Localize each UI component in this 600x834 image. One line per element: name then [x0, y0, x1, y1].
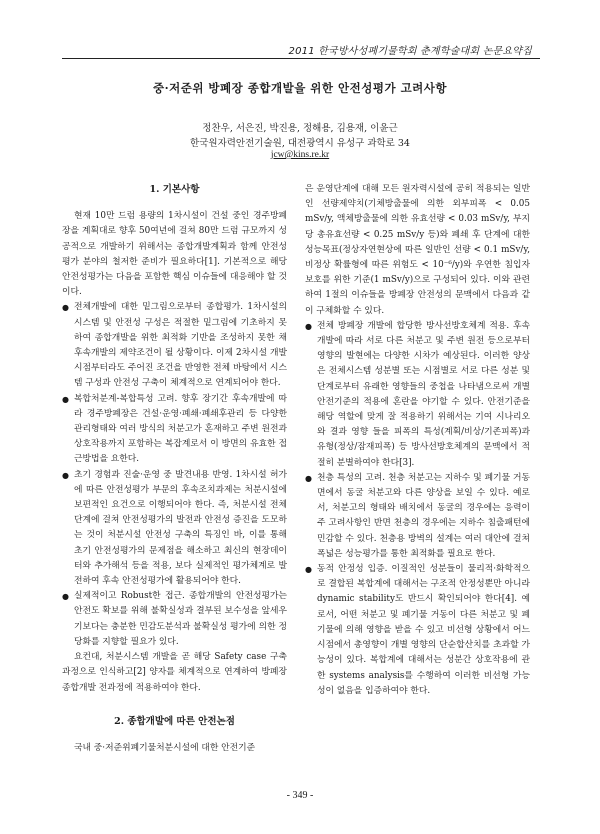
list-item-text: 복합처분계-복합특성 고려. 향후 장기간 후속개발에 따라 경주방폐장은 건설·운영·폐쇄·폐쇄후관리 등 다양한 관리형태와 여러 방식의 처분고가 혼재하고 주변 원전과 상호작용까지 포함하는 복잡계로서 이 방면의 유효한 접근방법을 요한다. [74, 393, 287, 465]
section-heading-2: 2. 종합개발에 따른 안전논점 [114, 715, 235, 727]
list-item-text: 천층 특성의 고려. 천층 처분고는 지하수 및 폐기물 거동 면에서 동굴 처분고와 다른 양상을 보일 수 있다. 예로서, 처분고의 형태와 배치에서 동굴의 경우에는 응력이 주 고려사항인 반면 천층의 경우에는 지하수 침출패턴에 민감할 수 있다. 천층용 방벽의 설계는 여러 대안에 걸쳐 폭넓은 성능평가를 통한 최적화를 필요로 한다. [317, 472, 530, 559]
list-item-text: 전체개발에 대한 밑그림으로부터 종합평가. 1차시설의 시스템 및 안전성 구성은 적절한 밑그림에 기초하지 못하여 종합개발을 위한 최적화 기반을 조성하지 못한 채 후속개발의 제약조건이 될 상황이다. 이제 2차시설 개발시점부터라도 주어진 조건을 반영한 전체 바탕에서 시스템 구성과 안전성 구축이 체계적으로 연계되어야 한다. [74, 302, 287, 389]
section2-paragraph: 국내 중·저준위폐기물처분시설에 대한 안전기준 [74, 742, 256, 753]
list-item [62, 392, 287, 468]
header-rule [62, 58, 540, 59]
bullet-icon: ● [62, 592, 69, 602]
opening-paragraph: 은 운영단계에 대해 모든 원자력시설에 공히 적용되는 일반인 선량제약치(기체방출물에 의한 외부피폭 < 0.05 mSv/y, 액체방출물에 의한 유효선량 < 0.03 mSv/y, 부지당 총유효선량 < 0.25 mSv/y 등)와 폐쇄 후 단계에 대한 성능목표(정상자연현상에 따른 일반인 선량 < 0.1 mSv/y, 비정상 확률형에 따른 위험도 < 10⁻⁶/y)와 우연한 침입자 보호를 위한 기준(1 mSv/y)으로 구성되어 있다. 이와 관련하여 1절의 이슈들을 방폐장 안전성의 문맥에서 다음과 같이 구체화할 수 있다. [305, 184, 530, 316]
list-item [305, 471, 530, 562]
left-bullet-list [62, 300, 287, 650]
list-item [62, 589, 287, 650]
intro-paragraph: 현재 10만 드럼 용량의 1차시설이 건설 중인 경주방폐장을 계획대로 향후 50여년에 걸쳐 80만 드럼 규모까지 성공적으로 개발하기 위해서는 종합개발계획과 함께 안전성평가 분야의 철저한 준비가 필요하다[1]. 기본적으로 해당 안전성평가는 다음을 포함한 핵심 이슈들에 대응해야 할 것이다. [62, 211, 287, 298]
author-list: 정찬우, 서은진, 박진용, 정해용, 김용재, 이윤근 [202, 123, 398, 134]
running-header: 2011 한국방사성폐기물학회 춘계학술대회 논문요약집 [288, 46, 532, 57]
list-item [305, 319, 530, 471]
paper-title: 중·저준위 방폐장 종합개발을 위한 안전성평가 고려사항 [152, 81, 448, 95]
closing-paragraph: 요컨대, 처분시스템 개발을 곧 해당 Safety case 구축과정으로 인식하고[2] 양자를 체계적으로 연계하여 방폐장 종합개발 전과정에 적용하여야 한다. [62, 652, 287, 693]
list-item-text: 실제적이고 Robust한 접근. 종합개발의 안전성평가는 안전도 확보를 위해 불확실성과 결부된 보수성을 앞세우기보다는 충분한 민감도분석과 불확실성 평가에 의한 정당화를 지향할 필요가 있다. [74, 591, 287, 647]
right-column [305, 182, 530, 699]
list-item-text: 초기 경험과 진술·운영 중 발견내용 반영. 1차시설 허가에 따른 안전성평가 부문의 후속조치과제는 처분시설에 보편적인 요건으로 이행되어야 한다. 즉, 처분시설 전체단계에 걸쳐 안전성평가의 발전과 안전성 증진을 도모하는 것이 처분시설 안전성 구축의 특징인 바, 이를 통해 초기 안전성평가의 문제점을 해소하고 최신의 현장데이터와 추가해석 등을 적용, 보다 실제적인 평가체계로 발전하여 후속 안전성평가에 활용되어야 한다. [74, 469, 287, 587]
bullet-icon: ● [62, 470, 69, 480]
list-item [62, 300, 287, 391]
bullet-icon: ● [305, 321, 312, 331]
page-number: - 349 - [286, 790, 314, 801]
email-link[interactable]: jcw@kins.re.kr [270, 150, 330, 160]
bullet-icon: ● [62, 303, 69, 313]
list-item [305, 562, 530, 699]
bullet-icon: ● [62, 394, 69, 404]
right-bullet-list [305, 319, 530, 699]
section-heading-1: 1. 기본사항 [149, 184, 200, 195]
bullet-icon: ● [305, 565, 312, 575]
list-item-text: 동적 안정성 입증. 이질적인 성분들이 물리적·화학적으로 결합된 복합계에 대해서는 구조적 안정성뿐만 아니라 dynamic stability도 반드시 확인되어야 한다[4]. 예로서, 어떤 처분고 및 폐기물 거동이 다른 처분고 및 폐기물에 의해 영향을 받을 수 있고 비선형 상황에서 어느 시점에서 총영향이 개별 영향의 단순합산치를 초과할 가능성이 있다. 복합계에 대해서는 성분간 상호작용에 관한 systems analysis를 수행하여 이러한 비선형 가능성이 없음을 입증하여야 한다. [317, 564, 530, 696]
list-item-text: 전체 방폐장 개발에 합당한 방사선방호체계 적용. 후속개발에 따라 서로 다른 처분고 및 주변 원전 등으로부터 영향의 발현에는 다양한 시차가 예상된다. 이러한 양상은 전체시스템 성분별 또는 시점별로 서로 다른 성분 및 단계로부터 유래한 영향들의 중첩을 나타냄으로써 개별 안전기준의 적용에 혼란을 야기할 수 있다. 안전기준을 해당 역할에 맞게 잘 적용하기 위해서는 기여 시나리오와 결과 영향 들을 피폭의 특성(계획/비상/기존피폭)과 유형(정상/잠재피폭) 등 방사선방호체계의 문맥에서 적절히 분별하여야 한다[3]. [317, 320, 530, 468]
list-item [62, 468, 287, 590]
affiliation: 한국원자력안전기술원, 대전광역시 유성구 과학로 34 [190, 138, 410, 149]
bullet-icon: ● [305, 473, 312, 483]
left-column [62, 182, 287, 756]
